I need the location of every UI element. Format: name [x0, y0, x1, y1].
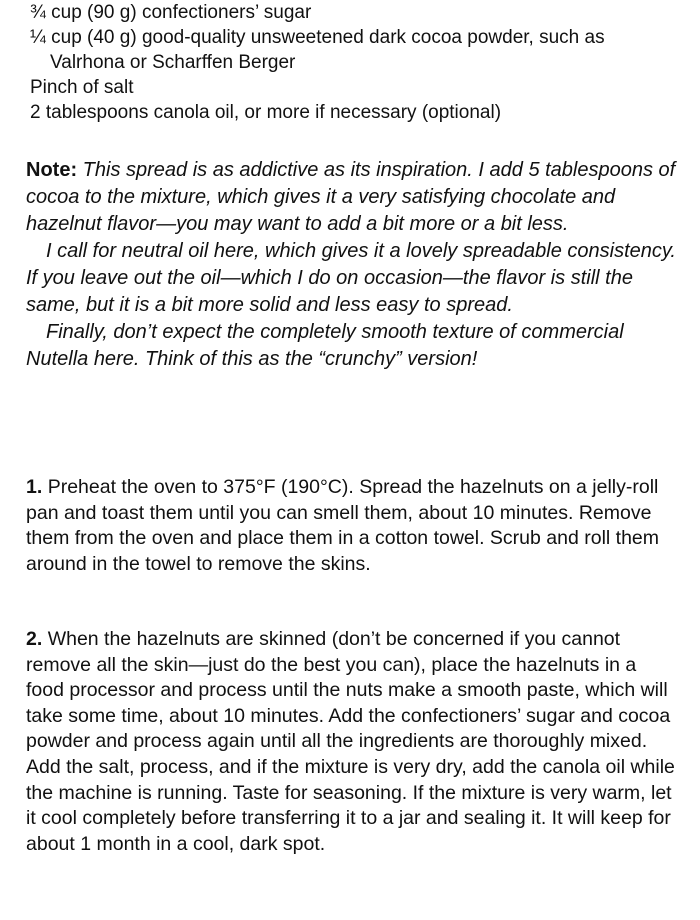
ingredient-item	[26, 0, 686, 25]
step-number: 1.	[26, 476, 43, 498]
note-paragraph	[26, 157, 676, 238]
ingredient-text-continued: Valrhona or Scharffen Berger	[50, 52, 296, 73]
step-number: 2.	[26, 628, 43, 650]
ingredient-text: ¼ cup (40 g) good-quality unsweetened dark cocoa powder, such as	[30, 27, 605, 48]
note-label: Note:	[26, 159, 78, 181]
note-text: This spread is as addictive as its inspiration. I add 5 tablespoons of cocoa to the mixture, which gives it a very satisfying chocolate and hazelnut flavor—you may want to add a bit more or a bit less.	[26, 159, 676, 235]
note-paragraph: I call for neutral oil here, which gives it a lovely spreadable consistency. If you leave out the oil—which I do on occasion—the flavor is still the same, but it is a bit more solid and less easy to spread.	[26, 240, 676, 316]
step-text: When the hazelnuts are skinned (don’t be concerned if you cannot remove all the skin—just do the best you can), place the hazelnuts in a food processor and process until the nuts make a smooth paste, which will take some time, about 10 minutes. Add the confectioners’ sugar and cocoa powder and process again until all the ingredients are thoroughly mixed. Add the salt, process, and if the mixture is very dry, add the canola oil while the machine is running. Taste for seasoning. If the mixture is very warm, let it cool completely before transferring it to a jar and sealing it. It will keep for about 1 month in a cool, dark spot.	[26, 628, 675, 855]
ingredient-item	[26, 25, 686, 75]
ingredient-item	[26, 100, 686, 125]
ingredient-item	[26, 75, 686, 100]
recipe-note	[26, 157, 676, 373]
ingredient-text: Pinch of salt	[30, 77, 134, 98]
step-text: Preheat the oven to 375°F (190°C). Spread the hazelnuts on a jelly-roll pan and toast them until you can smell them, about 10 minutes. Remove them from the oven and place them in a cotton towel. Scrub and roll them around in the towel to remove the skins.	[26, 476, 660, 575]
ingredient-list	[26, 0, 686, 125]
recipe-page	[26, 0, 686, 855]
ingredient-text: ¾ cup (90 g) confectioners’ sugar	[30, 2, 312, 23]
note-paragraph: Finally, don’t expect the completely smooth texture of commercial Nutella here. Think of this as the “crunchy” version!	[26, 321, 624, 370]
recipe-step	[26, 627, 678, 857]
recipe-step	[26, 475, 678, 577]
ingredient-text: 2 tablespoons canola oil, or more if necessary (optional)	[30, 102, 502, 123]
